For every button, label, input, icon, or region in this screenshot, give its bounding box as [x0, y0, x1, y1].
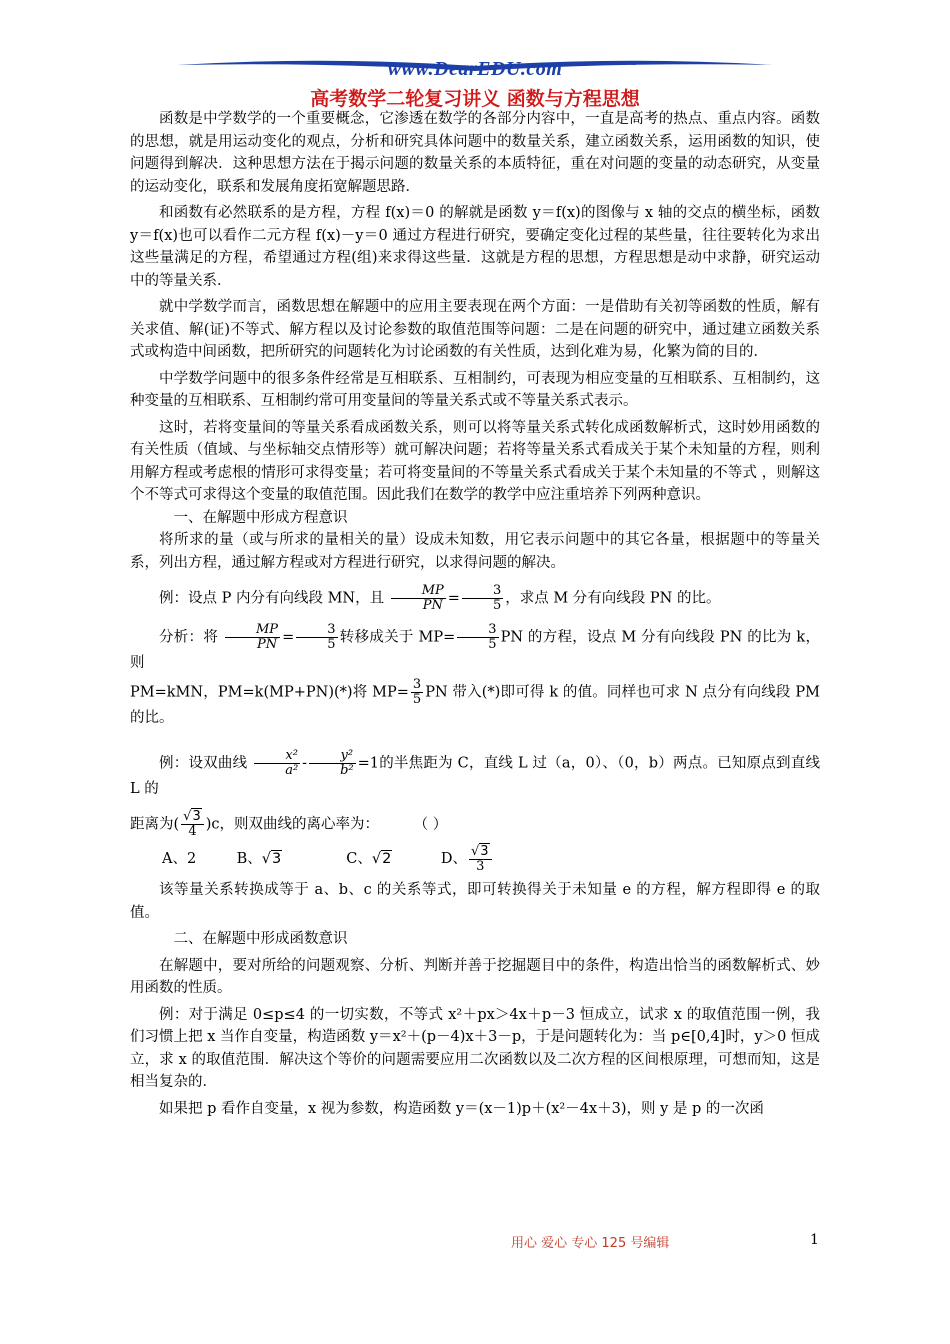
choice-d: D、 $\frac{√3}{3}$ — [441, 839, 494, 879]
paragraph-3: 就中学数学而言，函数思想在解题中的应用主要表现在两个方面：一是借助有关初等函数的性质，解有关求值、解(证)不等式、解方程以及讨论参数的取值范围等问题：二是在问题的研究中，通过建立函数关系式或构造中间函数，把所研究的问题转化为讨论函数的有关性质，达到化难为易，化繁为简的目的． — [130, 299, 820, 360]
paragraph-2: 和函数有必然联系的是方程，方程 f(x)＝0 的解就是函数 y＝f(x)的图像与 x 轴的交点的横坐标，函数 y＝f(x)也可以看作二元方程 f(x)－y＝0 通过方程进行研究，要确定变化过程的某些量，往往要转化为求出这些量满足的方程，希望通过方程(组)来求得这些量．这就是方程的思想，方程思想是动中求静，研究运动中的等量关系． — [130, 205, 820, 289]
example-1-text-a: 例：设点 P 内分有向线段 MN，且 — [159, 590, 385, 607]
fraction-mp-pn: $\frac{MP}{PN}$ — [225, 623, 280, 652]
page-title: 高考数学二轮复习讲义 函数与方程思想 — [310, 88, 640, 110]
site-banner — [175, 58, 775, 84]
site-url: www.DearEDU.com — [387, 58, 563, 80]
paragraph-4: 中学数学问题中的很多条件经常是互相联系、互相制约，可表现为相应变量的互相联系、互相制约，这种变量的互相联系、互相制约常可用变量间的等量关系式或不等量关系式表示。 — [130, 370, 820, 409]
section-heading-1: 一、在解题中形成方程意识 — [173, 509, 348, 526]
example-2-line-2: 距离为( $\frac{√3}{4}$ )c，则双曲线的离心率为： （ ） — [130, 809, 448, 839]
example-1: 例：设点 P 内分有向线段 MN，且 $\frac{MP}{PN}$ = $\frac{3}{5}$ ，求点 M 分有向线段 PN 的比。 — [159, 583, 721, 613]
section-heading-2: 二、在解题中形成函数意识 — [173, 931, 348, 947]
paragraph-10: 如果把 p 看作自变量，x 视为参数，构造函数 y＝(x－1)p＋(x²－4x＋3)，则 y 是 p 的一次函 — [159, 1100, 764, 1117]
paragraph-9: 例：对于满足 0≤p≤4 的一切实数，不等式 x²＋px＞4x＋p－3 恒成立，试求 x 的取值范围一例，我们习惯上把 x 当作自变量，构造函数 y＝x²＋(p－4)x＋3－p，于是问题转化为：当 p∈[0,4]时，y＞0 恒成立，求 x 的取值范围．解决这个等价的问题需要应用二次函数以及二次方程的区间根原理，可想而知，这是相当复杂的． — [130, 1006, 820, 1090]
choice-a: A、2 — [162, 851, 197, 867]
analysis-1-line-2: PM=kMN，PM=k(MP+PN)(*)将 MP= $\frac{3}{5}$ PN 带入(*)即可得 k 的值。同样也可求 N 点分有向线段 PM 的比。 — [130, 677, 820, 726]
document-body — [130, 108, 820, 1120]
paragraph-5: 这时，若将变量间的等量关系看成函数关系，则可以将等量关系式转化成函数解析式，这时妙用函数的有关性质（值域、与坐标轴交点情形等）就可解决问题；若将等量关系式看成关于某个未知量的方程，则利用解方程或考虑根的情形可求得变量；若可将变量间的不等量关系式看成关于某个未知量的不等式 ，则解这个不等式可求得这个变量的取值范围。因此我们在数学的教学中应注重培养下列两种意识。 — [130, 419, 820, 503]
fraction-mp-pn: $\frac{MP}{PN}$ — [391, 584, 446, 613]
fraction-x2-a2: $\frac{\text{x²}}{\text{a²}}$ — [254, 749, 300, 778]
choice-b: B、√3 — [236, 851, 282, 867]
example-2-line-1: 例：设双曲线 $\frac{\text{x²}}{\text{a²}}$ - $\frac{\text{y²}}{\text{b²}}$ =1的半焦距为 C，直线 L 过（a，0）、（0，b）两点。已知原点到直线 L 的 — [130, 748, 821, 797]
paragraph-1: 函数是中学数学的一个重要概念，它渗透在数学的各部分内容中，一直是高考的热点、重点内容。函数的思想，就是用运动变化的观点，分析和研究具体问题中的数量关系，建立函数关系，运用函数的知识，使问题得到解决．这种思想方法在于揭示问题的数量关系的本质特征，重在对问题的变量的动态研究，从变量的运动变化，联系和发展角度拓宽解题思路． — [130, 111, 820, 195]
paragraph-7: 该等量关系转换成等于 a、b、c 的关系等式，即可转换得关于未知量 e 的方程，解方程即得 e 的取值。 — [130, 882, 820, 921]
footer-text: 用心 爱心 专心 125 号编辑 — [511, 1236, 670, 1251]
fraction-3-5: $\frac{3}{5}$ — [457, 623, 498, 652]
fraction-y2-b2: $\frac{\text{y²}}{\text{b²}}$ — [309, 749, 356, 778]
answer-blank: （ ） — [413, 816, 448, 833]
paragraph-8: 在解题中，要对所给的问题观察、分析、判断并善于挖掘题目中的条件，构造出恰当的函数解析式、妙用函数的性质。 — [130, 957, 820, 996]
choice-c: C、√2 — [346, 851, 392, 867]
answer-choices — [130, 839, 820, 879]
fraction-3-5: $\frac{3}{5}$ — [462, 584, 503, 613]
paragraph-6: 将所求的量（或与所求的量相关的量）设成未知数，用它表示问题中的其它各量，根据题中的等量关系，列出方程，通过解方程或对方程进行研究，以求得问题的解决。 — [130, 532, 820, 571]
fraction-sqrt3-3: $\frac{√3}{3}$ — [469, 845, 492, 874]
fraction-sqrt3-4: $\frac{√3}{4}$ — [181, 810, 204, 839]
fraction-3-5: $\frac{3}{5}$ — [296, 623, 337, 652]
page-number: 1 — [810, 1232, 819, 1248]
fraction-3-5: $\frac{3}{5}$ — [412, 677, 422, 707]
analysis-1-line-1: 分析：将 $\frac{MP}{PN}$ = $\frac{3}{5}$ 转移成关于 MP= $\frac{3}{5}$ PN 的方程，设点 M 分有向线段 PN 的比为 k，则 — [130, 622, 820, 671]
example-1-text-b: ，求点 M 分有向线段 PN 的比。 — [505, 590, 721, 607]
